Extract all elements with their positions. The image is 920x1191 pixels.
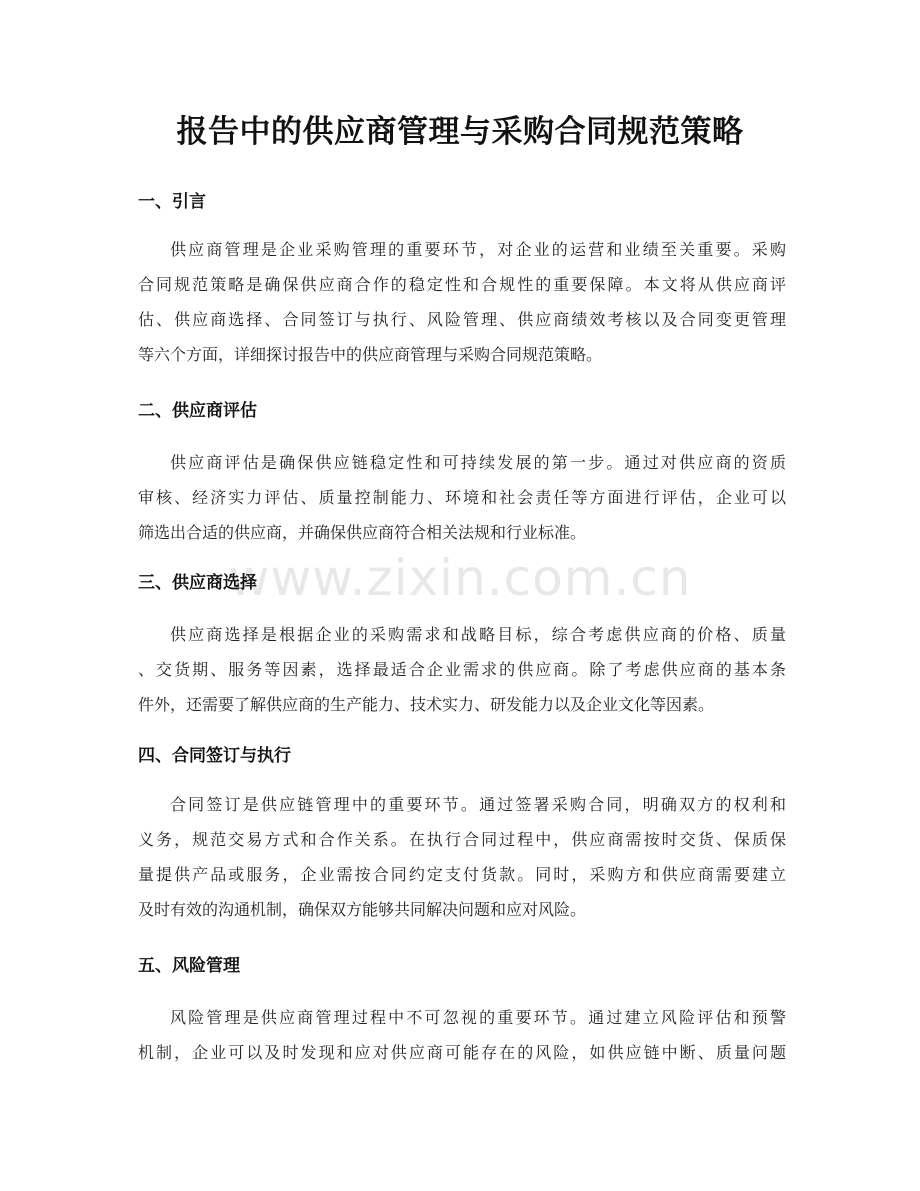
section-paragraph-supplier-evaluation (138, 445, 786, 550)
paragraph-line: 、交货期、服务等因素，选择最适合企业需求的供应商。除了考虑供应商的基本条 (138, 660, 786, 679)
paragraph-line: 审核、经济实力评估、质量控制能力、环境和社会责任等方面进行评估，企业可以 (138, 488, 786, 507)
section-heading-supplier-evaluation: 二、供应商评估 (138, 401, 257, 421)
section-heading-supplier-selection: 三、供应商选择 (138, 573, 257, 593)
paragraph-line: 量提供产品或服务，企业需按合同约定支付货款。同时，采购方和供应商需要建立 (138, 865, 786, 884)
section-heading-risk-management: 五、风险管理 (138, 956, 240, 976)
document-title: 报告中的供应商管理与采购合同规范策略 (176, 114, 744, 150)
paragraph-line: 等六个方面，详细探讨报告中的供应商管理与采购合同规范策略。 (138, 345, 603, 364)
section-paragraph-risk-management (138, 1000, 786, 1070)
paragraph-line: 供应商选择是根据企业的采购需求和战略目标，综合考虑供应商的价格、质量 (170, 625, 786, 644)
paragraph-line: 合同签订是供应链管理中的重要环节。通过签署采购合同，明确双方的权利和 (170, 795, 786, 814)
section-paragraph-introduction (138, 232, 786, 372)
section-heading-contract-signing: 四、合同签订与执行 (138, 746, 291, 766)
section-heading-introduction: 一、引言 (138, 192, 206, 212)
paragraph-line: 机制，企业可以及时发现和应对供应商可能存在的风险，如供应链中断、质量问题 (138, 1043, 786, 1062)
paragraph-line: 估、供应商选择、合同签订与执行、风险管理、供应商绩效考核以及合同变更管理 (138, 310, 786, 329)
paragraph-line: 供应商评估是确保供应链稳定性和可持续发展的第一步。通过对供应商的资质 (170, 453, 786, 472)
paragraph-line: 义务，规范交易方式和合作关系。在执行合同过程中，供应商需按时交货、保质保 (138, 830, 786, 849)
paragraph-line: 件外，还需要了解供应商的生产能力、技术实力、研发能力以及企业文化等因素。 (138, 695, 715, 714)
paragraph-line: 合同规范策略是确保供应商合作的稳定性和合规性的重要保障。本文将从供应商评 (138, 275, 786, 294)
section-paragraph-supplier-selection (138, 617, 786, 722)
paragraph-line: 筛选出合适的供应商，并确保供应商符合相关法规和行业标准。 (138, 523, 587, 542)
paragraph-line: 供应商管理是企业采购管理的重要环节，对企业的运营和业绩至关重要。采购 (170, 240, 786, 259)
paragraph-line: 风险管理是供应商管理过程中不可忽视的重要环节。通过建立风险评估和预警 (170, 1008, 786, 1027)
paragraph-line: 及时有效的沟通机制，确保双方能够共同解决问题和应对风险。 (138, 900, 587, 919)
section-paragraph-contract-signing (138, 787, 786, 927)
watermark: www.zixin.com.cn (228, 549, 692, 607)
